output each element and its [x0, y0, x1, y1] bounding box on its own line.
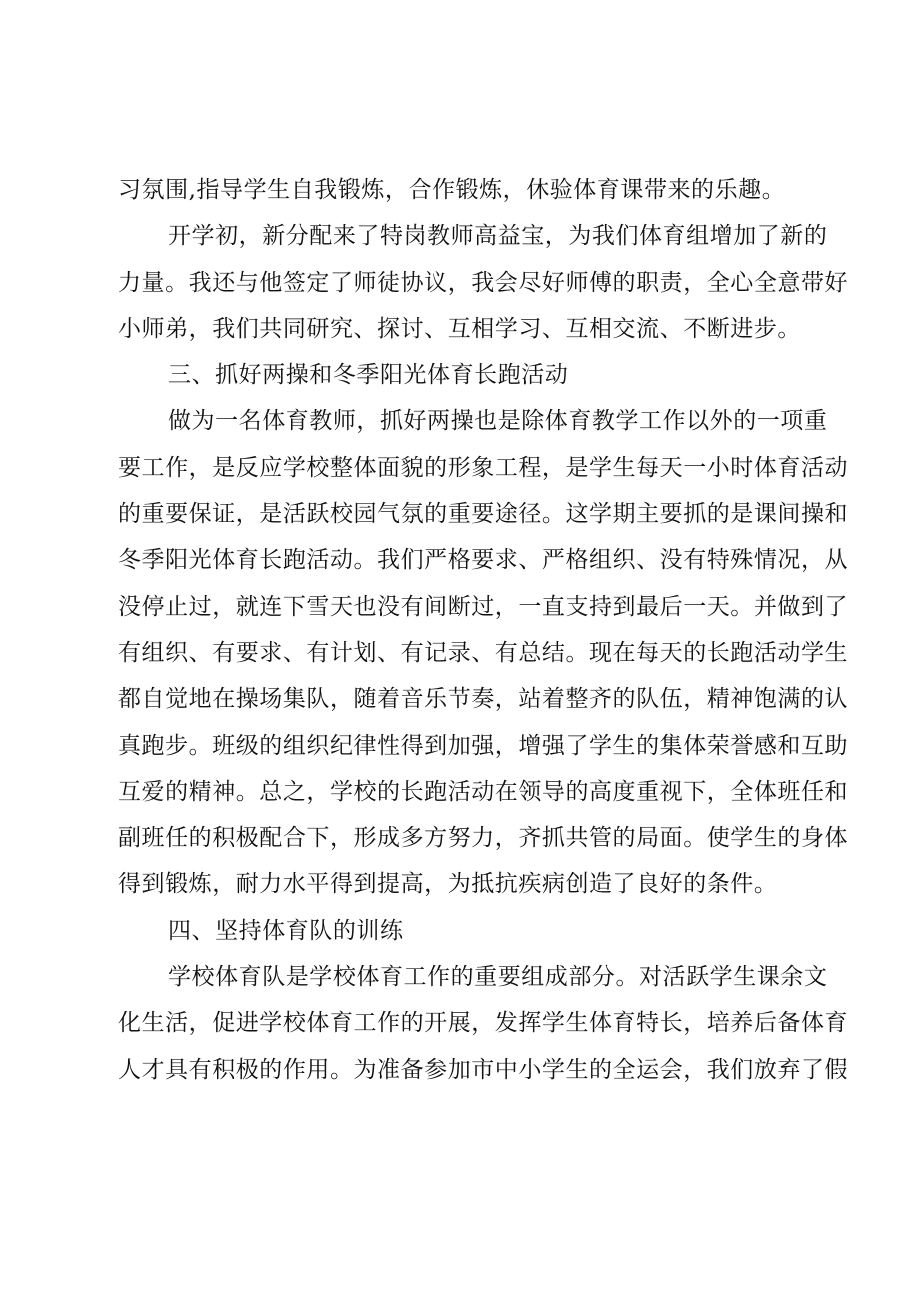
paragraph-first-line: 开学初，新分配来了特岗教师高益宝，为我们体育组增加了新的 [168, 223, 828, 250]
text-line: 有组织、有要求、有计划、有记录、有总结。现在每天的长跑活动学生 [118, 639, 849, 666]
text-line: 化生活，促进学校体育工作的开展，发挥学生体育特长，培养后备体育 [118, 1010, 849, 1037]
text-line: 力量。我还与他签定了师徒协议，我会尽好师傅的职责，全心全意带好 [118, 269, 849, 296]
section-heading: 四、坚持体育队的训练 [168, 917, 404, 944]
paragraph-first-line: 做为一名体育教师，抓好两操也是除体育教学工作以外的一项重 [168, 408, 828, 435]
paragraph-first-line: 学校体育队是学校体育工作的重要组成部分。对活跃学生课余文 [168, 964, 828, 991]
text-line: 小师弟，我们共同研究、探讨、互相学习、互相交流、不断进步。 [118, 315, 801, 342]
text-line: 的重要保证，是活跃校园气氛的重要途径。这学期主要抓的是课间操和 [118, 501, 849, 528]
text-line: 都自觉地在操场集队，随着音乐节奏，站着整齐的队伍，精神饱满的认 [118, 686, 849, 713]
text-line: 得到锻炼，耐力水平得到提高，为抵抗疾病创造了良好的条件。 [118, 871, 778, 898]
text-line: 冬季阳光体育长跑活动。我们严格要求、严格组织、没有特殊情况，从 [118, 547, 849, 574]
section-heading: 三、抓好两操和冬季阳光体育长跑活动 [168, 362, 569, 389]
document-body [118, 167, 849, 1093]
text-line: 习氛围,指导学生自我锻炼，合作锻炼，休验体育课带来的乐趣。 [118, 177, 786, 203]
text-line: 副班任的积极配合下，形成多方努力，齐抓共管的局面。使学生的身体 [118, 825, 849, 852]
text-line: 要工作，是反应学校整体面貌的形象工程，是学生每天一小时体育活动 [118, 454, 849, 481]
text-line: 互爱的精神。总之，学校的长跑活动在领导的高度重视下，全体班任和 [118, 778, 849, 805]
text-line: 真跑步。班级的组织纪律性得到加强，增强了学生的集体荣誉感和互助 [118, 732, 849, 759]
text-line: 人才具有积极的作用。为准备参加市中小学生的全运会，我们放弃了假 [118, 1056, 849, 1083]
text-line: 没停止过，就连下雪天也没有间断过，一直支持到最后一天。并做到了 [118, 593, 849, 620]
